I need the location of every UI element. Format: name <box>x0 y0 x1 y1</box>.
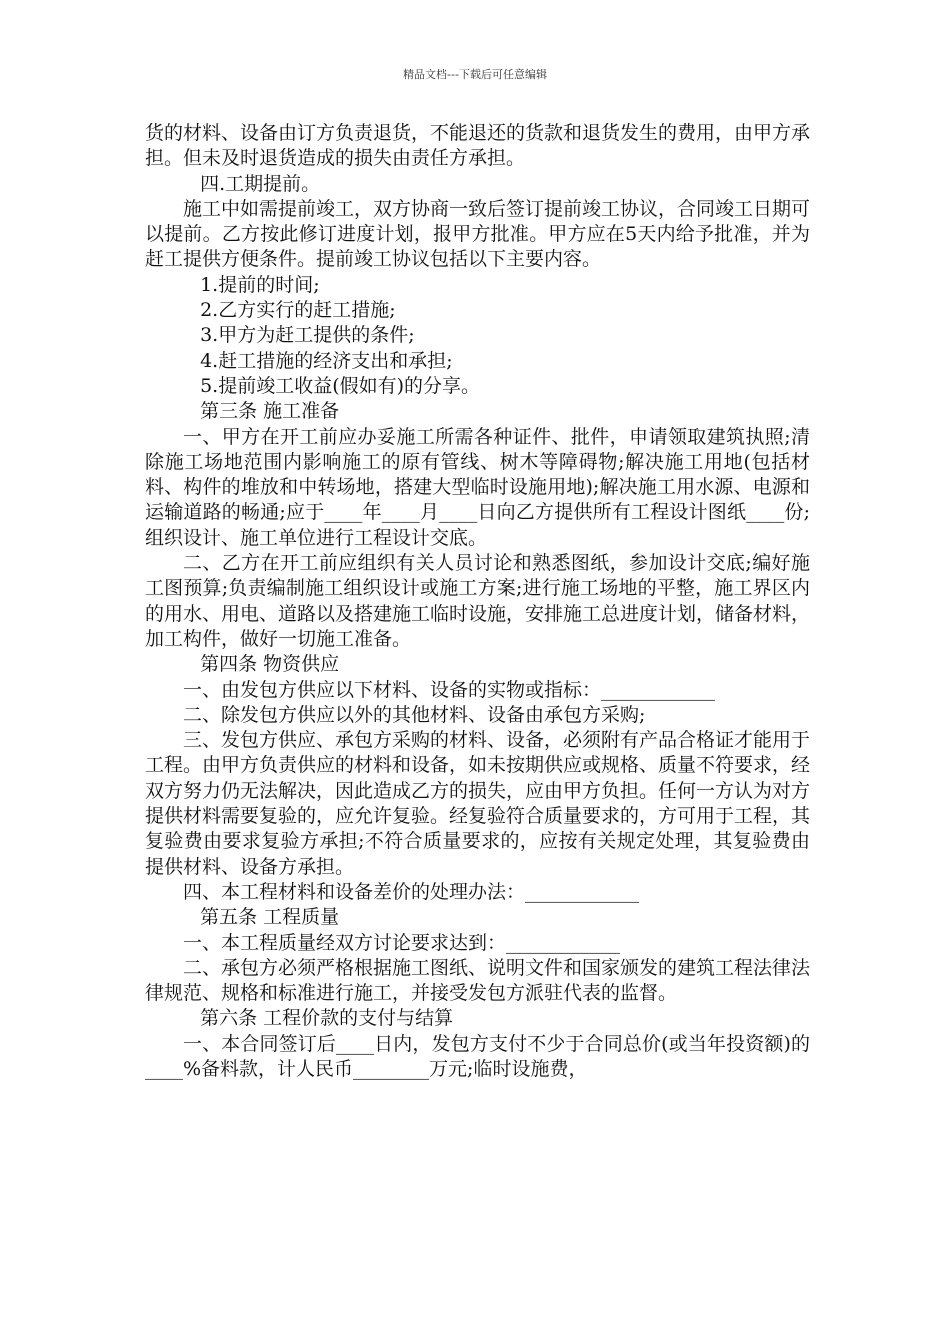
section-heading: 3.甲方为赶工提供的条件; <box>200 324 415 347</box>
paragraph: 一、本合同签订后____日内，发包方支付不少于合同总价(或当年投资额)的____%备料款，计人民币________万元;临时设施费， <box>145 1032 810 1080</box>
section-heading: 第三条 施工准备 <box>200 400 340 423</box>
section-heading: 5.提前竣工收益(假如有)的分享。 <box>200 374 481 397</box>
section-heading: 第四条 物资供应 <box>200 653 340 676</box>
paragraph: 二、乙方在开工前应组织有关人员讨论和熟悉图纸，参加设计交底;编好施工图预算;负责编制施工组织设计或施工方案;进行施工场地的平整，施工界区内的用水、用电、道路以及搭建施工临时设施，安排施工总进度计划，储备材料，加工构件，做好一切施工准备。 <box>145 552 811 650</box>
paragraph: 一、本工程质量经双方讨论要求达到：____________ <box>183 931 621 954</box>
section-heading: 4.赶工措施的经济支出和承担; <box>200 349 453 372</box>
section-heading: 1.提前的时间; <box>200 273 320 296</box>
paragraph: 一、甲方在开工前应办妥施工所需各种证件、批件，申请领取建筑执照;清除施工场地范围内影响施工的原有管线、树木等障碍物;解决施工用地(包括材料、构件的堆放和中转场地，搭建大型临时设施用地);解决施工用水源、电源和运输道路的畅通;应于____年____月____日向乙方提供所有工程设计图纸____份;组织设计、施工单位进行工程设计交底。 <box>145 425 810 549</box>
paragraph: 三、发包方供应、承包方采购的材料、设备，必须附有产品合格证才能用于工程。由甲方负责供应的材料和设备，如未按期供应或规格、质量不符要求，经双方努力仍无法解决，因此造成乙方的损失，应由甲方负担。任何一方认为对方提供材料需要复验的，应允许复验。经复验符合质量要求的，方可用于工程，其复验费由要求复验方承担;不符合质量要求的，应按有关规定处理，其复验费由提供材料、设备方承担。 <box>145 729 811 878</box>
paragraph: 二、承包方必须严格根据施工图纸、说明文件和国家颁发的建筑工程法律法律规范、规格和标准进行施工，并接受发包方派驻代表的监督。 <box>145 956 811 1005</box>
paragraph: 二、除发包方供应以外的其他材料、设备由承包方采购; <box>183 703 646 726</box>
paragraph: 一、由发包方供应以下材料、设备的实物或指标：____________ <box>183 678 716 701</box>
page-header: 精品文档---下载后可任意编辑 <box>403 68 547 81</box>
section-heading: 2.乙方实行的赶工措施; <box>200 299 396 322</box>
paragraph: 施工中如需提前竣工，双方协商一致后签订提前竣工协议，合同竣工日期可以提前。乙方按此修订进度计划，报甲方批准。甲方应在5天内给予批准，并为赶工提供方便条件。提前竣工协议包括以下主要内容。 <box>145 197 811 271</box>
section-heading: 第五条 工程质量 <box>200 906 340 929</box>
paragraph: 四、本工程材料和设备差价的处理办法：____________ <box>183 880 640 903</box>
paragraph: 货的材料、设备由订方负责退货，不能退还的货款和退货发生的费用，由甲方承担。但未及时退货造成的损失由责任方承担。 <box>145 122 811 170</box>
section-heading: 第六条 工程价款的支付与结算 <box>200 1007 454 1030</box>
contract-body <box>145 121 810 1082</box>
section-heading: 四.工期提前。 <box>200 172 321 195</box>
